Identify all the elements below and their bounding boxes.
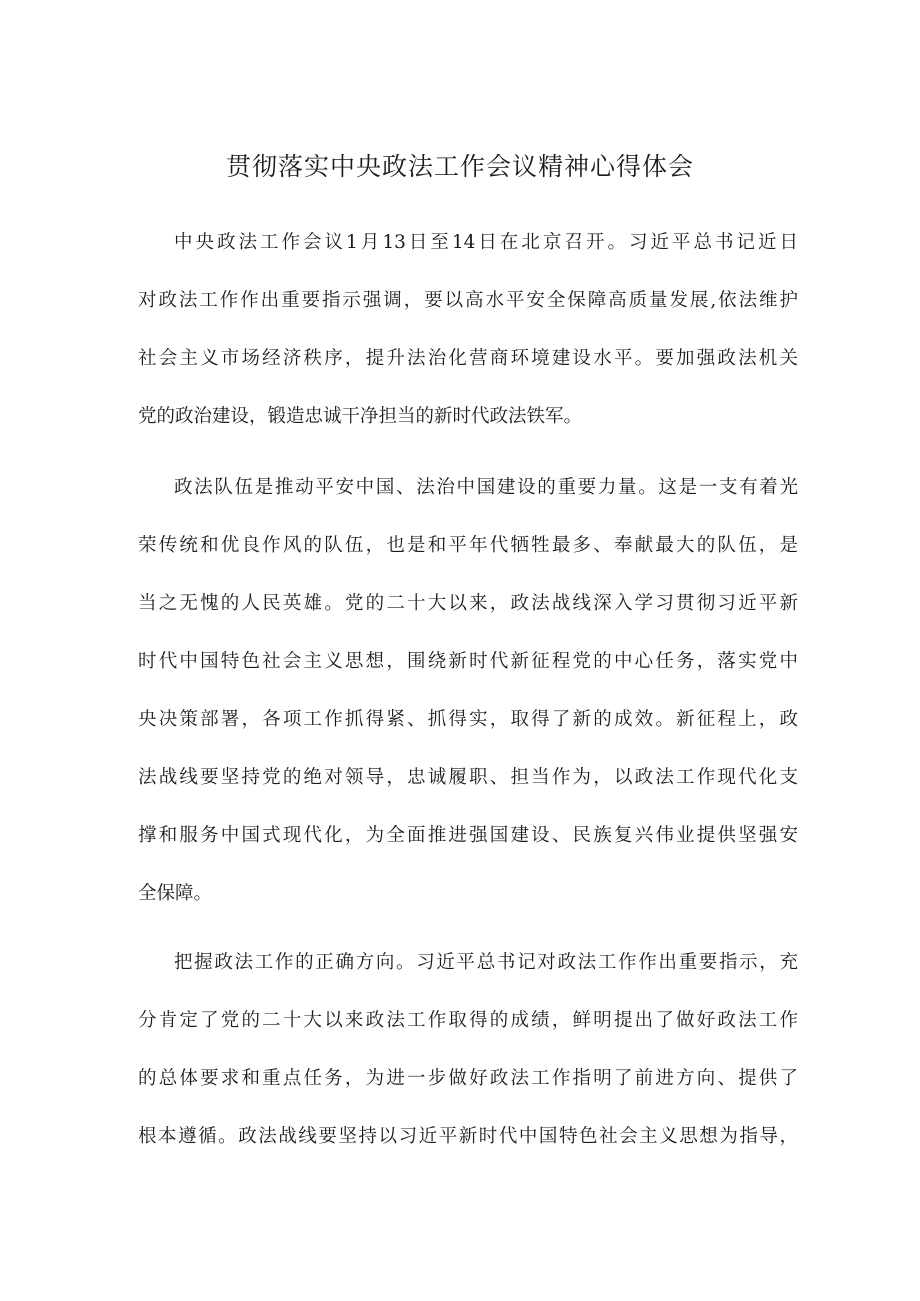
paragraph-line: 荣传统和优良作风的队伍，也是和平年代牺牲最多、奉献最大的队伍，是 bbox=[138, 535, 798, 556]
paragraph-line: 分肯定了党的二十大以来政法工作取得的成绩，鲜明提出了做好政法工作 bbox=[138, 1010, 798, 1031]
paragraph-2 bbox=[138, 474, 798, 938]
paragraph-line: 中央政法工作会议1月13日至14日在北京召开。习近平总书记近日 bbox=[174, 232, 798, 253]
paragraph-line: 央决策部署，各项工作抓得紧、抓得实，取得了新的成效。新征程上，政 bbox=[138, 709, 798, 730]
paragraph-line: 对政法工作作出重要指示强调，要以高水平安全保障高质量发展,依法维护 bbox=[138, 290, 798, 311]
paragraph-3 bbox=[138, 949, 798, 1181]
paragraph-line: 时代中国特色社会主义思想，围绕新时代新征程党的中心任务，落实党中 bbox=[138, 651, 798, 672]
paragraph-line: 的总体要求和重点任务，为进一步做好政法工作指明了前进方向、提供了 bbox=[138, 1068, 798, 1089]
document-title: 贯彻落实中央政法工作会议精神心得体会 bbox=[225, 152, 694, 181]
paragraph-line: 把握政法工作的正确方向。习近平总书记对政法工作作出重要指示，充 bbox=[174, 952, 798, 973]
paragraph-line: 政法队伍是推动平安中国、法治中国建设的重要力量。这是一支有着光 bbox=[174, 477, 798, 498]
paragraph-line: 社会主义市场经济秩序，提升法治化营商环境建设水平。要加强政法机关 bbox=[138, 348, 798, 369]
paragraph-line: 党的政治建设，锻造忠诚干净担当的新时代政法铁军。 bbox=[138, 406, 583, 427]
paragraph-line: 法战线要坚持党的绝对领导，忠诚履职、担当作为，以政法工作现代化支 bbox=[138, 767, 798, 788]
paragraph-line: 根本遵循。政法战线要坚持以习近平新时代中国特色社会主义思想为指导， bbox=[138, 1126, 798, 1147]
paragraph-line: 当之无愧的人民英雄。党的二十大以来，政法战线深入学习贯彻习近平新 bbox=[138, 593, 798, 614]
paragraph-line: 撑和服务中国式现代化，为全面推进强国建设、民族复兴伟业提供坚强安 bbox=[138, 825, 798, 846]
paragraph-1 bbox=[138, 229, 798, 461]
paragraph-line: 全保障。 bbox=[138, 883, 213, 904]
